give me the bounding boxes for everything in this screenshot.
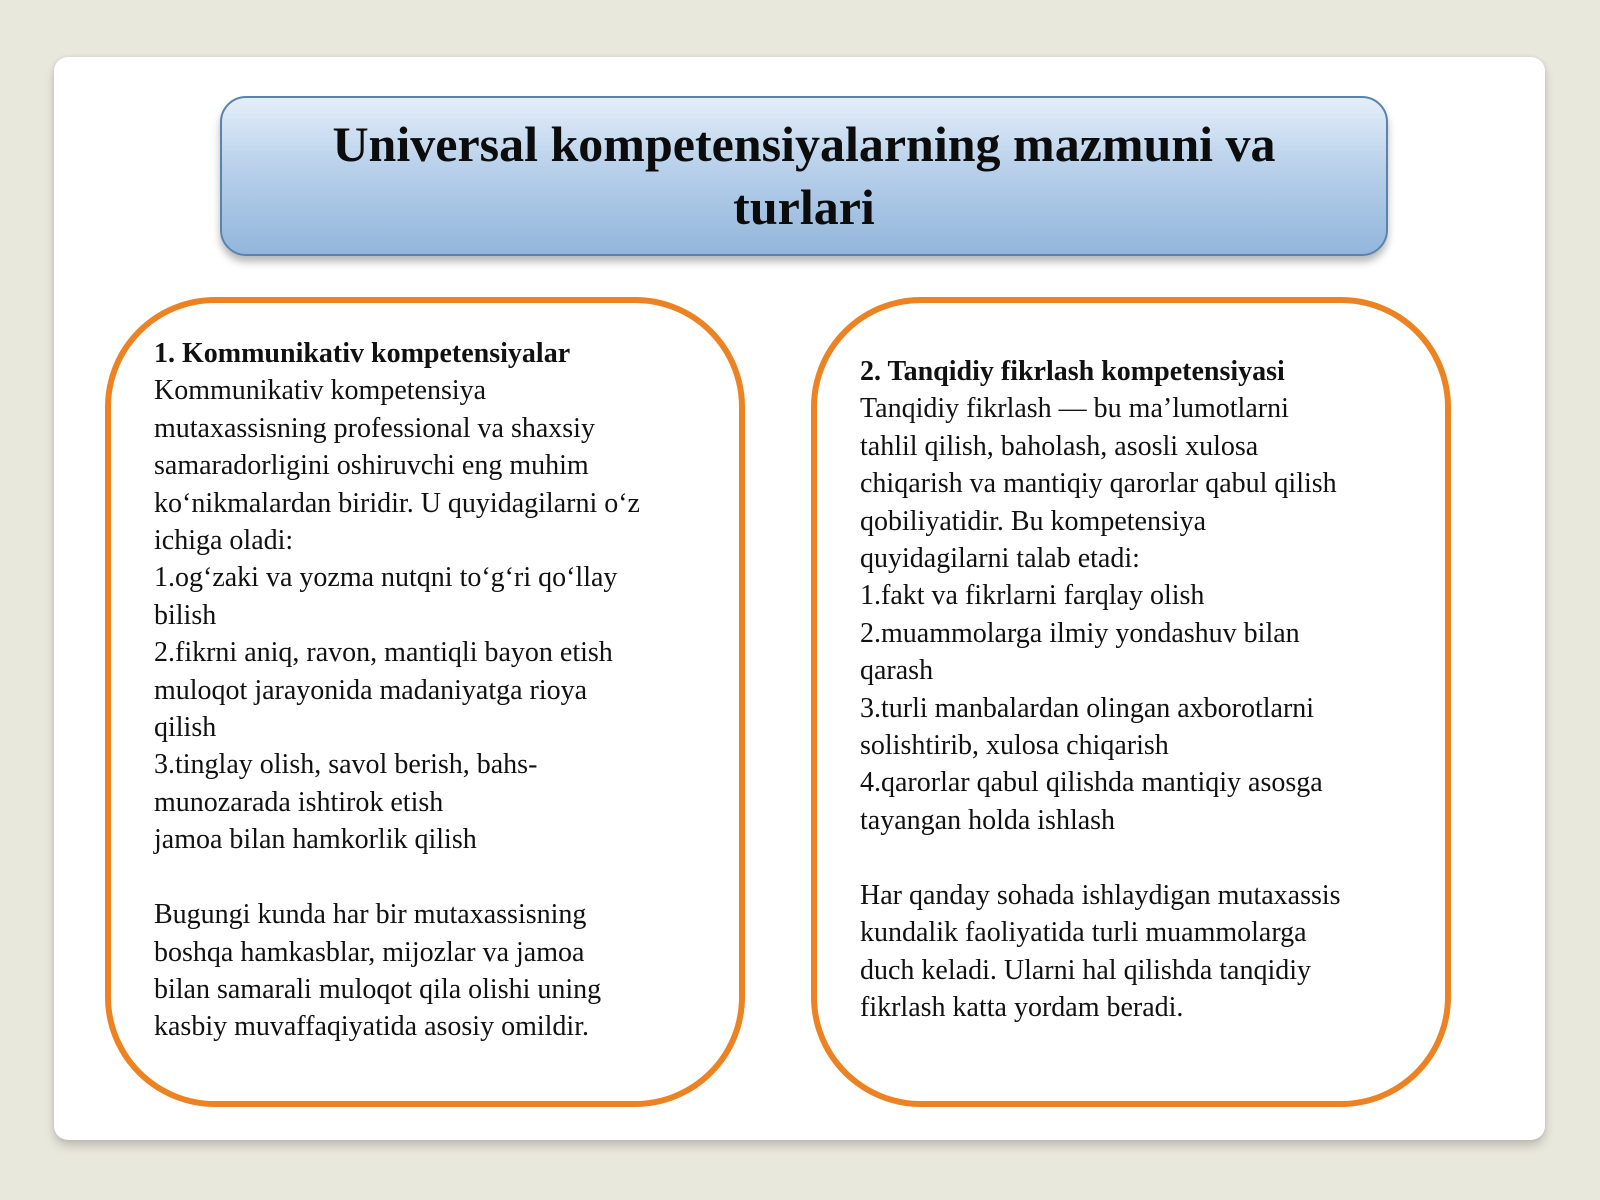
title-banner	[220, 96, 1388, 256]
right-panel-body: Tanqidiy fikrlash — bu ma’lumotlarni tahlil qilish, baholash, asosli xulosa chiqarish va mantiqiy qarorlar qabul qilish qobiliyatidir. Bu kompetensiya quyidagilarni talab etadi: 1.fakt va fikrlarni farqlay olish 2.muammolarga ilmiy yondashuv bilan qarash 3.turli manbalardan olingan axborotlarni solishtirib, xulosa chiqarish 4.qarorlar qabul qilishda mantiqiy asosga tayangan holda ishlash Har qanday sohada ishlaydigan mutaxassis kundalik faoliyatida turli muammolarga duch keladi. Ularni hal qilishda tanqidiy fikrlash katta yordam beradi.	[860, 393, 1341, 1023]
slide	[54, 57, 1545, 1140]
slide-title: Universal kompetensiyalarning mazmuni va turlari	[332, 116, 1276, 235]
left-panel-body: Kommunikativ kompetensiya mutaxassisning professional va shaxsiy samaradorligini oshiruvchi eng muhim ko‘nikmalardan biridir. U quyidagilarni o‘z ichiga oladi: 1.og‘zaki va yozma nutqni to‘g‘ri qo‘llay bilish 2.fikrni aniq, ravon, mantiqli bayon etish muloqot jarayonida madaniyatga rioya qilish 3.tinglay olish, savol berish, bahs- munozarada ishtirok etish jamoa bilan hamkorlik qilish Bugungi kunda har bir mutaxassisning boshqa hamkasblar, mijozlar va jamoa bilan samarali muloqot qila olishi uning kasbiy muvaffaqiyatida asosiy omildir.	[154, 375, 640, 1043]
right-panel-heading: 2. Tanqidiy fikrlash kompetensiyasi	[860, 356, 1285, 387]
communicative-competence-panel	[105, 297, 745, 1107]
right-panel-content	[860, 353, 1440, 1026]
left-panel-heading: 1. Kommunikativ kompetensiyalar	[154, 338, 571, 369]
critical-thinking-panel	[811, 297, 1451, 1107]
left-panel-content	[154, 335, 724, 1046]
